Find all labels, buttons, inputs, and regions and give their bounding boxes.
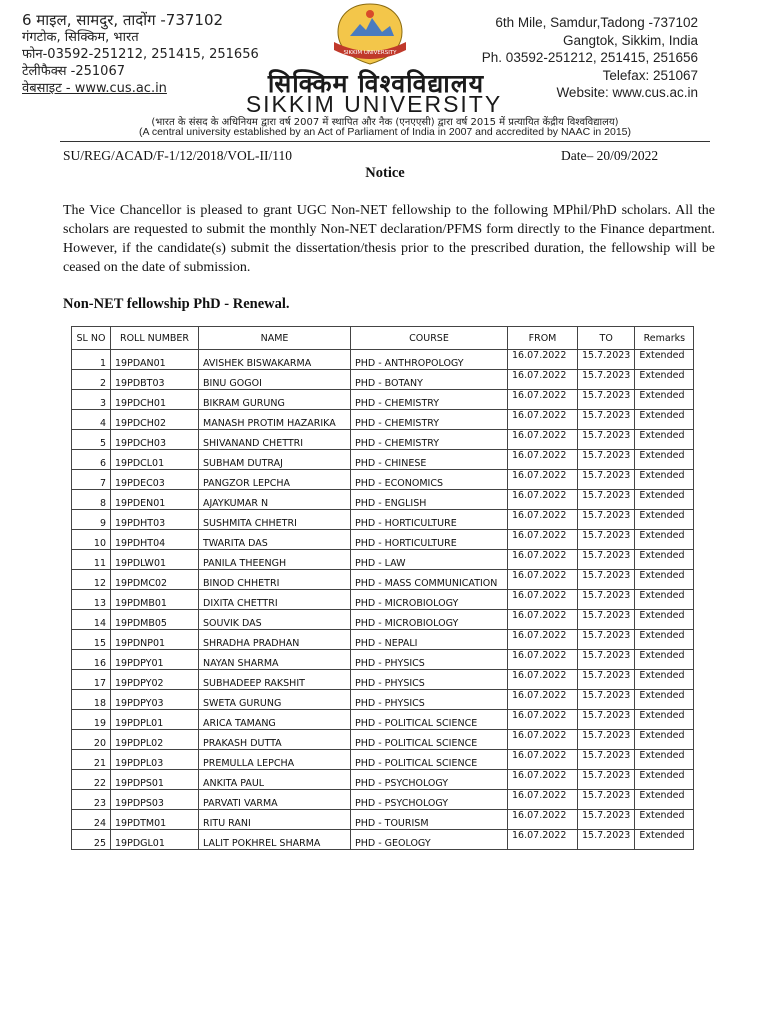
cell-to: 15.7.2023 xyxy=(578,710,635,730)
cell-remarks: Extended xyxy=(635,470,694,490)
table-row xyxy=(72,390,694,410)
cell-course: PHD - ENGLISH xyxy=(351,490,508,510)
cell-from: 16.07.2022 xyxy=(508,730,578,750)
cell-roll-number: 19PDCL01 xyxy=(111,450,199,470)
establishment-note-hindi: (भारत के संसद के अधिनियम द्वारा वर्ष 2007 में स्थापित और नैक (एनएएसी) द्वारा वर्ष 2015 में प्रत्यायित केंद्रीय विश्वविद्यालय) xyxy=(151,117,619,128)
cell-name: LALIT POKHREL SHARMA xyxy=(199,830,351,850)
cell-to: 15.7.2023 xyxy=(578,650,635,670)
cell-course: PHD - PHYSICS xyxy=(351,670,508,690)
cell-name: RITU RANI xyxy=(199,810,351,830)
cell-remarks: Extended xyxy=(635,370,694,390)
table-row xyxy=(72,510,694,530)
cell-remarks: Extended xyxy=(635,650,694,670)
cell-roll-number: 19PDCH02 xyxy=(111,410,199,430)
cell-roll-number: 19PDLW01 xyxy=(111,550,199,570)
cell-from: 16.07.2022 xyxy=(508,590,578,610)
table-row xyxy=(72,410,694,430)
header-course: COURSE xyxy=(351,327,508,350)
cell-remarks: Extended xyxy=(635,710,694,730)
table-row xyxy=(72,770,694,790)
cell-name: SHRADHA PRADHAN xyxy=(199,630,351,650)
cell-remarks: Extended xyxy=(635,550,694,570)
cell-from: 16.07.2022 xyxy=(508,370,578,390)
cell-name: SHIVANAND CHETTRI xyxy=(199,430,351,450)
cell-from: 16.07.2022 xyxy=(508,470,578,490)
cell-sl-no: 6 xyxy=(72,450,111,470)
cell-to: 15.7.2023 xyxy=(578,590,635,610)
cell-name: PANGZOR LEPCHA xyxy=(199,470,351,490)
cell-remarks: Extended xyxy=(635,430,694,450)
cell-sl-no: 20 xyxy=(72,730,111,750)
phone-line: Ph. 03592-251212, 251415, 251656 xyxy=(481,50,698,65)
cell-sl-no: 21 xyxy=(72,750,111,770)
cell-name: DIXITA CHETTRI xyxy=(199,590,351,610)
university-name-hindi: सिक्किम विश्वविद्यालय xyxy=(267,69,485,98)
header-name: NAME xyxy=(199,327,351,350)
cell-sl-no: 15 xyxy=(72,630,111,650)
address-line: 6th Mile, Samdur,Tadong -737102 xyxy=(495,15,698,30)
cell-to: 15.7.2023 xyxy=(578,470,635,490)
header-remarks: Remarks xyxy=(635,327,694,350)
cell-from: 16.07.2022 xyxy=(508,490,578,510)
cell-from: 16.07.2022 xyxy=(508,630,578,650)
notice-date: Date– 20/09/2022 xyxy=(561,148,659,163)
cell-to: 15.7.2023 xyxy=(578,370,635,390)
cell-remarks: Extended xyxy=(635,630,694,650)
cell-remarks: Extended xyxy=(635,770,694,790)
website-line: Website: www.cus.ac.in xyxy=(556,85,698,100)
cell-name: PANILA THEENGH xyxy=(199,550,351,570)
cell-to: 15.7.2023 xyxy=(578,810,635,830)
cell-name: SUSHMITA CHHETRI xyxy=(199,510,351,530)
address-line: गंगटोक, सिक्किम, भारत xyxy=(22,30,139,45)
cell-roll-number: 19PDPY02 xyxy=(111,670,199,690)
cell-name: SOUVIK DAS xyxy=(199,610,351,630)
table-row xyxy=(72,430,694,450)
establishment-note-english: (A central university established by an Act of Parliament of India in 2007 and accredited by NAAC in 2015) xyxy=(138,126,632,138)
cell-sl-no: 7 xyxy=(72,470,111,490)
cell-course: PHD - NEPALI xyxy=(351,630,508,650)
cell-sl-no: 22 xyxy=(72,770,111,790)
cell-course: PHD - CHEMISTRY xyxy=(351,410,508,430)
table-row xyxy=(72,530,694,550)
cell-name: ANKITA PAUL xyxy=(199,770,351,790)
cell-from: 16.07.2022 xyxy=(508,570,578,590)
cell-sl-no: 11 xyxy=(72,550,111,570)
cell-remarks: Extended xyxy=(635,590,694,610)
cell-from: 16.07.2022 xyxy=(508,790,578,810)
cell-from: 16.07.2022 xyxy=(508,770,578,790)
cell-name: SWETA GURUNG xyxy=(199,690,351,710)
cell-course: PHD - PSYCHOLOGY xyxy=(351,790,508,810)
cell-name: AVISHEK BISWAKARMA xyxy=(199,350,351,370)
cell-from: 16.07.2022 xyxy=(508,650,578,670)
letterhead-divider xyxy=(60,141,710,142)
table-row xyxy=(72,830,694,850)
cell-course: PHD - CHEMISTRY xyxy=(351,390,508,410)
header-roll-number: ROLL NUMBER xyxy=(111,327,199,350)
cell-roll-number: 19PDCH03 xyxy=(111,430,199,450)
table-header-row xyxy=(72,327,694,350)
cell-roll-number: 19PDGL01 xyxy=(111,830,199,850)
cell-remarks: Extended xyxy=(635,750,694,770)
notice-body: The Vice Chancellor is pleased to grant UGC Non-NET fellowship to the following MPhil/PhD scholars. All the scholars are requested to submit the monthly Non-NET declaration/PFMS form directly to the Finance department. However, if the candidate(s) submit the dissertation/thesis prior to the prescribed duration, the fellowship will be ceased on the date of submission. xyxy=(63,203,715,275)
cell-name: TWARITA DAS xyxy=(199,530,351,550)
table-row xyxy=(72,730,694,750)
cell-to: 15.7.2023 xyxy=(578,830,635,850)
cell-from: 16.07.2022 xyxy=(508,350,578,370)
cell-remarks: Extended xyxy=(635,490,694,510)
cell-name: SUBHADEEP RAKSHIT xyxy=(199,670,351,690)
cell-remarks: Extended xyxy=(635,690,694,710)
table-row xyxy=(72,610,694,630)
cell-roll-number: 19PDPY03 xyxy=(111,690,199,710)
cell-to: 15.7.2023 xyxy=(578,490,635,510)
cell-to: 15.7.2023 xyxy=(578,530,635,550)
cell-roll-number: 19PDEN01 xyxy=(111,490,199,510)
cell-to: 15.7.2023 xyxy=(578,790,635,810)
cell-course: PHD - ANTHROPOLOGY xyxy=(351,350,508,370)
cell-roll-number: 19PDPL03 xyxy=(111,750,199,770)
cell-name: NAYAN SHARMA xyxy=(199,650,351,670)
cell-remarks: Extended xyxy=(635,790,694,810)
address-line: Gangtok, Sikkim, India xyxy=(562,32,698,48)
cell-course: PHD - HORTICULTURE xyxy=(351,530,508,550)
table-row xyxy=(72,490,694,510)
cell-remarks: Extended xyxy=(635,350,694,370)
table-row xyxy=(72,570,694,590)
cell-from: 16.07.2022 xyxy=(508,550,578,570)
cell-to: 15.7.2023 xyxy=(578,770,635,790)
cell-name: AJAYKUMAR N xyxy=(199,490,351,510)
emblem-ribbon-text: SIKKIM UNIVERSITY xyxy=(343,50,397,56)
cell-roll-number: 19PDPS01 xyxy=(111,770,199,790)
cell-course: PHD - PHYSICS xyxy=(351,650,508,670)
cell-remarks: Extended xyxy=(635,810,694,830)
cell-course: PHD - GEOLOGY xyxy=(351,830,508,850)
cell-from: 16.07.2022 xyxy=(508,410,578,430)
cell-sl-no: 25 xyxy=(72,830,111,850)
cell-name: PRAKASH DUTTA xyxy=(199,730,351,750)
table-row xyxy=(72,690,694,710)
cell-from: 16.07.2022 xyxy=(508,610,578,630)
cell-sl-no: 16 xyxy=(72,650,111,670)
table-row xyxy=(72,470,694,490)
section-heading: Non-NET fellowship PhD - Renewal. xyxy=(63,296,290,312)
cell-roll-number: 19PDEC03 xyxy=(111,470,199,490)
cell-remarks: Extended xyxy=(635,670,694,690)
cell-from: 16.07.2022 xyxy=(508,670,578,690)
cell-roll-number: 19PDTM01 xyxy=(111,810,199,830)
cell-to: 15.7.2023 xyxy=(578,450,635,470)
table-row xyxy=(72,810,694,830)
cell-sl-no: 2 xyxy=(72,370,111,390)
cell-to: 15.7.2023 xyxy=(578,390,635,410)
table-row xyxy=(72,550,694,570)
cell-remarks: Extended xyxy=(635,570,694,590)
university-emblem-icon xyxy=(320,2,420,68)
cell-name: BINOD CHHETRI xyxy=(199,570,351,590)
cell-name: PARVATI VARMA xyxy=(199,790,351,810)
cell-sl-no: 12 xyxy=(72,570,111,590)
cell-remarks: Extended xyxy=(635,390,694,410)
telefax-line: टेलीफैक्स -251067 xyxy=(22,64,126,79)
cell-sl-no: 13 xyxy=(72,590,111,610)
university-name-english: SIKKIM UNIVERSITY xyxy=(245,91,503,117)
cell-course: PHD - POLITICAL SCIENCE xyxy=(351,730,508,750)
table-row xyxy=(72,710,694,730)
cell-course: PHD - HORTICULTURE xyxy=(351,510,508,530)
cell-name: SUBHAM DUTRAJ xyxy=(199,450,351,470)
cell-to: 15.7.2023 xyxy=(578,430,635,450)
cell-to: 15.7.2023 xyxy=(578,510,635,530)
cell-sl-no: 4 xyxy=(72,410,111,430)
cell-from: 16.07.2022 xyxy=(508,430,578,450)
cell-to: 15.7.2023 xyxy=(578,350,635,370)
cell-to: 15.7.2023 xyxy=(578,610,635,630)
cell-name: BIKRAM GURUNG xyxy=(199,390,351,410)
cell-roll-number: 19PDPY01 xyxy=(111,650,199,670)
cell-sl-no: 8 xyxy=(72,490,111,510)
cell-to: 15.7.2023 xyxy=(578,750,635,770)
cell-from: 16.07.2022 xyxy=(508,510,578,530)
cell-sl-no: 19 xyxy=(72,710,111,730)
cell-course: PHD - CHINESE xyxy=(351,450,508,470)
table-row xyxy=(72,350,694,370)
cell-sl-no: 3 xyxy=(72,390,111,410)
telefax-line: Telefax: 251067 xyxy=(602,67,698,83)
cell-course: PHD - POLITICAL SCIENCE xyxy=(351,750,508,770)
cell-to: 15.7.2023 xyxy=(578,570,635,590)
cell-sl-no: 10 xyxy=(72,530,111,550)
cell-from: 16.07.2022 xyxy=(508,530,578,550)
table-row xyxy=(72,590,694,610)
phone-line: फोन-03592-251212, 251415, 251656 xyxy=(22,47,259,62)
website-line: वेबसाइट - www.cus.ac.in xyxy=(22,81,167,96)
header-sl-no: SL NO xyxy=(72,327,111,350)
cell-from: 16.07.2022 xyxy=(508,750,578,770)
table-row xyxy=(72,630,694,650)
cell-sl-no: 14 xyxy=(72,610,111,630)
cell-roll-number: 19PDPL02 xyxy=(111,730,199,750)
cell-to: 15.7.2023 xyxy=(578,670,635,690)
cell-name: ARICA TAMANG xyxy=(199,710,351,730)
cell-sl-no: 1 xyxy=(72,350,111,370)
cell-remarks: Extended xyxy=(635,830,694,850)
cell-name: MANASH PROTIM HAZARIKA xyxy=(199,410,351,430)
header-from: FROM xyxy=(508,327,578,350)
cell-course: PHD - LAW xyxy=(351,550,508,570)
cell-course: PHD - PSYCHOLOGY xyxy=(351,770,508,790)
cell-sl-no: 24 xyxy=(72,810,111,830)
notice-title: Notice xyxy=(365,165,405,181)
cell-to: 15.7.2023 xyxy=(578,410,635,430)
fellowship-table xyxy=(71,326,694,850)
table-row xyxy=(72,650,694,670)
cell-course: PHD - TOURISM xyxy=(351,810,508,830)
cell-course: PHD - ECONOMICS xyxy=(351,470,508,490)
cell-course: PHD - MICROBIOLOGY xyxy=(351,610,508,630)
cell-course: PHD - MICROBIOLOGY xyxy=(351,590,508,610)
cell-remarks: Extended xyxy=(635,510,694,530)
cell-to: 15.7.2023 xyxy=(578,730,635,750)
cell-sl-no: 5 xyxy=(72,430,111,450)
cell-remarks: Extended xyxy=(635,450,694,470)
cell-from: 16.07.2022 xyxy=(508,690,578,710)
cell-roll-number: 19PDHT04 xyxy=(111,530,199,550)
cell-name: PREMULLA LEPCHA xyxy=(199,750,351,770)
table-row xyxy=(72,670,694,690)
cell-sl-no: 18 xyxy=(72,690,111,710)
cell-course: PHD - BOTANY xyxy=(351,370,508,390)
cell-course: PHD - CHEMISTRY xyxy=(351,430,508,450)
cell-course: PHD - MASS COMMUNICATION xyxy=(351,570,508,590)
cell-from: 16.07.2022 xyxy=(508,830,578,850)
cell-roll-number: 19PDMB01 xyxy=(111,590,199,610)
cell-sl-no: 23 xyxy=(72,790,111,810)
reference-number: SU/REG/ACAD/F-1/12/2018/VOL-II/110 xyxy=(63,148,292,163)
cell-roll-number: 19PDBT03 xyxy=(111,370,199,390)
cell-roll-number: 19PDCH01 xyxy=(111,390,199,410)
cell-remarks: Extended xyxy=(635,410,694,430)
cell-name: BINU GOGOI xyxy=(199,370,351,390)
cell-from: 16.07.2022 xyxy=(508,390,578,410)
cell-roll-number: 19PDMB05 xyxy=(111,610,199,630)
header-to: TO xyxy=(578,327,635,350)
letterhead-address-hindi xyxy=(22,12,259,97)
table-row xyxy=(72,790,694,810)
cell-sl-no: 9 xyxy=(72,510,111,530)
cell-from: 16.07.2022 xyxy=(508,810,578,830)
cell-roll-number: 19PDNP01 xyxy=(111,630,199,650)
cell-course: PHD - PHYSICS xyxy=(351,690,508,710)
cell-to: 15.7.2023 xyxy=(578,550,635,570)
cell-roll-number: 19PDPS03 xyxy=(111,790,199,810)
table-row xyxy=(72,450,694,470)
cell-remarks: Extended xyxy=(635,610,694,630)
cell-from: 16.07.2022 xyxy=(508,710,578,730)
cell-sl-no: 17 xyxy=(72,670,111,690)
cell-to: 15.7.2023 xyxy=(578,630,635,650)
cell-to: 15.7.2023 xyxy=(578,690,635,710)
cell-roll-number: 19PDHT03 xyxy=(111,510,199,530)
cell-from: 16.07.2022 xyxy=(508,450,578,470)
cell-remarks: Extended xyxy=(635,730,694,750)
table-row xyxy=(72,750,694,770)
cell-roll-number: 19PDMC02 xyxy=(111,570,199,590)
cell-roll-number: 19PDAN01 xyxy=(111,350,199,370)
cell-remarks: Extended xyxy=(635,530,694,550)
cell-course: PHD - POLITICAL SCIENCE xyxy=(351,710,508,730)
address-line: 6 माइल, सामदुर, तादोंग -737102 xyxy=(22,11,224,29)
table-body xyxy=(72,350,694,850)
table-row xyxy=(72,370,694,390)
cell-roll-number: 19PDPL01 xyxy=(111,710,199,730)
